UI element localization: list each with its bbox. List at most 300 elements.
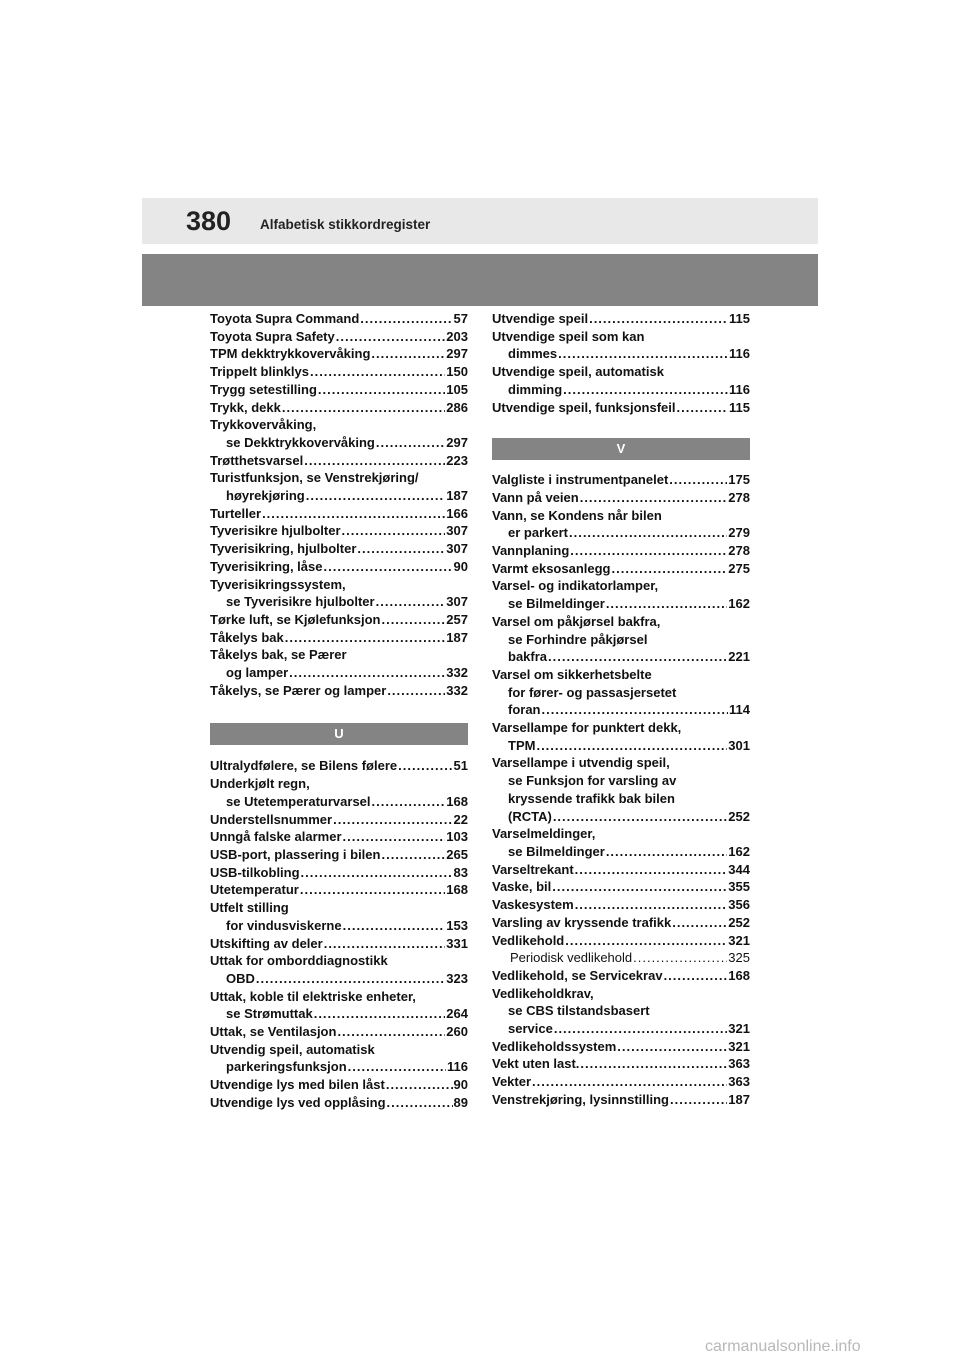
- index-entry-page: 90: [453, 1077, 468, 1093]
- index-entry-line: [210, 345, 468, 363]
- index-entry-line: [210, 664, 468, 682]
- index-entry-page: 257: [446, 611, 468, 627]
- index-entry-text: Utvendige lys med bilen låst: [210, 1077, 385, 1093]
- index-entry-text: Trykkovervåking,: [210, 417, 317, 433]
- index-entry-page: 168: [446, 882, 468, 898]
- index-entry-line: [492, 914, 750, 932]
- index-entry-line: [210, 452, 468, 470]
- index-entry-line: [210, 917, 468, 935]
- dot-leader: [575, 861, 728, 879]
- index-entry-page: 332: [446, 665, 468, 681]
- index-entry-page: 265: [446, 846, 468, 862]
- dot-leader: [617, 1038, 727, 1056]
- index-entry-page: 356: [728, 897, 750, 913]
- index-entry-text: er parkert: [508, 525, 568, 541]
- index-entry-text: Uttak for omborddiagnostikk: [210, 953, 388, 969]
- index-entry-line: [492, 701, 750, 719]
- index-entry-line: [492, 471, 750, 489]
- index-entry-text: Tåkelys, se Pærer og lamper: [210, 682, 387, 698]
- index-entry-text: (RCTA): [508, 808, 552, 824]
- index-entry: [210, 952, 468, 987]
- index-entry-page: 187: [446, 629, 468, 645]
- index-entry-text: Vannplaning: [492, 543, 570, 559]
- dot-leader: [386, 1076, 453, 1094]
- index-entry-text: Tåkelys bak: [210, 629, 284, 645]
- index-entry-text: service: [508, 1021, 553, 1037]
- index-entry-page: 252: [728, 914, 750, 930]
- dot-leader: [371, 345, 445, 363]
- dot-leader: [300, 881, 445, 899]
- dot-leader: [387, 682, 445, 700]
- index-entry-text: Ultralydfølere, se Bilens følere: [210, 758, 398, 774]
- index-entry: [210, 310, 468, 328]
- index-entry-line: [210, 1023, 468, 1041]
- dot-leader: [285, 629, 446, 647]
- dot-leader: [343, 828, 446, 846]
- dot-leader: [310, 363, 445, 381]
- index-entry: [210, 540, 468, 558]
- index-entry-text: Utvendige lys ved opplåsing: [210, 1094, 386, 1110]
- index-entry-text: høyrekjøring: [226, 488, 305, 504]
- index-entry-text: Trygg setestilling: [210, 381, 317, 397]
- index-entry-line: [492, 790, 750, 808]
- index-entry-line: [210, 487, 468, 505]
- index-entry-text: dimming: [508, 381, 563, 397]
- index-entry-text: Periodisk vedlikehold: [510, 950, 633, 966]
- index-entry-text: Toyota Supra Command: [210, 311, 360, 326]
- index-entry: [210, 828, 468, 846]
- index-entry-page: 307: [446, 541, 468, 557]
- index-entry-text: Trykk, dekk: [210, 399, 281, 415]
- dot-leader: [381, 611, 445, 629]
- index-entry-line: [492, 577, 750, 595]
- index-entry-page: 162: [728, 596, 750, 612]
- index-entry-line: [210, 811, 468, 829]
- index-entry-text: Toyota Supra Safety: [210, 328, 335, 344]
- index-entry-page: 187: [446, 488, 468, 504]
- index-entry-text: USB-tilkobling: [210, 864, 300, 880]
- index-entry-text: se Bilmeldinger: [508, 843, 605, 859]
- index-entry-page: 57: [453, 311, 468, 326]
- index-entry-line: [210, 1058, 468, 1076]
- index-entry-line: [210, 881, 468, 899]
- index-entry-line: [492, 1055, 750, 1073]
- index-entry-line: [492, 1091, 750, 1109]
- index-entry-page: 115: [729, 311, 750, 326]
- index-entry-line: [492, 310, 750, 328]
- index-entry-line: [210, 540, 468, 558]
- dot-leader: [563, 381, 728, 399]
- index-entry-page: 278: [728, 489, 750, 505]
- index-entry: [492, 932, 750, 950]
- dot-leader: [256, 970, 445, 988]
- dot-leader: [633, 949, 727, 967]
- dot-leader: [282, 399, 445, 417]
- index-entry: [210, 345, 468, 363]
- index-entry: [492, 489, 750, 507]
- index-entry-page: 363: [728, 1056, 750, 1072]
- index-entry: [210, 576, 468, 611]
- index-entry-text: Utvendige speil: [492, 311, 589, 326]
- index-entry-text: Varsellampe i utvendig speil,: [492, 755, 670, 771]
- index-entry-line: [492, 1073, 750, 1091]
- dot-leader: [343, 917, 446, 935]
- index-entry-line: [210, 558, 468, 576]
- index-entry: [492, 896, 750, 914]
- index-entry-text: Varsel om påkjørsel bakfra,: [492, 613, 661, 629]
- index-entry-line: [210, 952, 468, 970]
- index-entry-text: se Strømuttak: [226, 1006, 313, 1022]
- index-entry-text: Vedlikeholdssystem: [492, 1038, 617, 1054]
- dot-leader: [553, 808, 727, 826]
- index-entry-line: [492, 719, 750, 737]
- index-entry-page: 260: [446, 1024, 468, 1040]
- index-entry: [492, 613, 750, 666]
- index-entry-text: Tyverisikring, låse: [210, 558, 323, 574]
- index-entry: [492, 967, 750, 985]
- dot-leader: [672, 914, 727, 932]
- entry-group-after: [210, 757, 468, 1111]
- index-entry-text: Turistfunksjon, se Venstrekjøring/: [210, 470, 419, 486]
- index-entry-line: [210, 828, 468, 846]
- index-entry-line: [492, 932, 750, 950]
- index-entry-page: 344: [728, 861, 750, 877]
- index-entry-text: Uttak, se Ventilasjon: [210, 1024, 337, 1040]
- index-entry-line: [492, 666, 750, 684]
- index-entry: [492, 719, 750, 754]
- index-column-right: [492, 310, 750, 1109]
- dot-leader: [324, 935, 446, 953]
- index-entry: [492, 328, 750, 363]
- index-entry-text: Vekter: [492, 1074, 532, 1090]
- index-entry-line: [210, 434, 468, 452]
- dot-leader: [548, 648, 727, 666]
- index-entry-text: Varsling av kryssende trafikk: [492, 914, 672, 930]
- index-entry-line: [492, 861, 750, 879]
- index-entry-text: Tåkelys bak, se Pærer: [210, 647, 347, 663]
- dot-leader: [580, 489, 728, 507]
- dot-leader: [324, 558, 453, 576]
- index-entry-line: [492, 684, 750, 702]
- index-entry-line: [210, 646, 468, 664]
- dot-leader: [372, 793, 446, 811]
- index-entry-text: bakfra: [508, 649, 548, 665]
- index-entry-page: 264: [446, 1006, 468, 1022]
- dot-leader: [336, 328, 446, 346]
- index-entry-page: 275: [728, 560, 750, 576]
- index-entry: [492, 985, 750, 1038]
- index-entry-page: 323: [446, 970, 468, 986]
- index-entry-text: se Bilmeldinger: [508, 596, 605, 612]
- index-column-left: [210, 310, 468, 1112]
- index-entry-text: Valgliste i instrumentpanelet: [492, 472, 669, 488]
- index-entry: [492, 1055, 750, 1073]
- index-entry-text: Utvendig speil, automatisk: [210, 1041, 375, 1057]
- index-entry-page: 90: [453, 558, 468, 574]
- index-entry-line: [210, 469, 468, 487]
- index-entry-page: 321: [728, 1038, 750, 1054]
- index-entry-line: [210, 1041, 468, 1059]
- index-entry-line: [492, 737, 750, 755]
- dot-leader: [589, 310, 728, 328]
- index-entry-page: 307: [446, 523, 468, 539]
- index-entry-text: Varsellampe for punktert dekk,: [492, 720, 682, 736]
- index-entry-line: [492, 595, 750, 613]
- index-entry-line: [210, 899, 468, 917]
- index-entry-page: 116: [729, 381, 750, 397]
- index-entry: [210, 399, 468, 417]
- index-entry: [210, 1094, 468, 1112]
- entry-group-after: [492, 471, 750, 1108]
- index-entry-text: Varsel om sikkerhetsbelte: [492, 666, 652, 682]
- dot-leader: [676, 399, 728, 417]
- index-entry-page: 331: [446, 935, 468, 951]
- index-entry-text: for vindusviskerne: [226, 917, 342, 933]
- watermark: carmanualsonline.info: [705, 1338, 861, 1355]
- dot-leader: [314, 1005, 446, 1023]
- index-entry-line: [210, 328, 468, 346]
- index-entry-line: [492, 363, 750, 381]
- index-entry-page: 252: [728, 808, 750, 824]
- index-entry-line: [492, 754, 750, 772]
- dot-leader: [360, 310, 452, 328]
- index-entry-line: [210, 505, 468, 523]
- index-entry-page: 301: [728, 737, 750, 753]
- dot-leader: [612, 560, 728, 578]
- index-entry-line: [492, 808, 750, 826]
- index-entry-line: [492, 772, 750, 790]
- index-entry-text: Vekt uten last.: [492, 1056, 580, 1072]
- index-entry-page: 321: [728, 1021, 750, 1037]
- index-entry-text: Understellsnummer: [210, 811, 333, 827]
- dot-leader: [606, 843, 727, 861]
- index-entry-line: [492, 949, 750, 967]
- index-entry: [492, 542, 750, 560]
- index-entry: [492, 399, 750, 417]
- index-entry-page: 116: [729, 346, 750, 362]
- index-entry-text: Unngå falske alarmer: [210, 829, 342, 845]
- index-entry: [210, 846, 468, 864]
- index-entry-page: 103: [446, 829, 468, 845]
- dot-leader: [304, 452, 445, 470]
- dot-leader: [376, 593, 446, 611]
- index-entry: [492, 577, 750, 612]
- index-entry-page: 223: [446, 452, 468, 468]
- index-entry: [210, 1076, 468, 1094]
- index-entry-line: [210, 757, 468, 775]
- index-entry-page: 332: [446, 682, 468, 698]
- index-entry-line: [210, 522, 468, 540]
- dot-leader: [580, 1055, 727, 1073]
- index-entry-text: Turteller: [210, 505, 262, 521]
- dot-leader: [376, 434, 445, 452]
- dot-leader: [558, 345, 728, 363]
- index-entry-page: 168: [446, 793, 468, 809]
- index-entry-page: 105: [446, 381, 468, 397]
- index-entry-page: 363: [728, 1074, 750, 1090]
- index-entry-line: [492, 542, 750, 560]
- index-entry-text: se Tyverisikre hjulbolter: [226, 594, 375, 610]
- index-entry-text: Underkjølt regn,: [210, 776, 310, 792]
- index-entry: [210, 505, 468, 523]
- index-entry: [492, 878, 750, 896]
- dot-leader: [536, 737, 727, 755]
- index-entry: [492, 1091, 750, 1109]
- index-entry-line: [210, 611, 468, 629]
- index-entry-page: 203: [446, 328, 468, 344]
- index-entry: [210, 522, 468, 540]
- index-entry-line: [210, 864, 468, 882]
- index-entry-line: [210, 775, 468, 793]
- index-entry-text: Uttak, koble til elektriske enheter,: [210, 988, 416, 1004]
- index-entry-text: se CBS tilstandsbasert: [508, 1003, 650, 1019]
- index-entry-page: 221: [728, 649, 750, 665]
- index-entry-page: 115: [729, 399, 750, 415]
- index-entry-line: [492, 1002, 750, 1020]
- index-entry-line: [492, 507, 750, 525]
- index-entry-page: 297: [446, 346, 468, 362]
- index-entry: [210, 1023, 468, 1041]
- index-entry-text: USB-port, plassering i bilen: [210, 846, 381, 862]
- index-entry: [210, 469, 468, 504]
- index-entry: [492, 310, 750, 328]
- index-entry: [210, 775, 468, 810]
- index-entry-page: 307: [446, 594, 468, 610]
- index-entry-page: 175: [728, 472, 750, 488]
- index-entry-line: [492, 524, 750, 542]
- dot-leader: [289, 664, 445, 682]
- index-entry: [210, 988, 468, 1023]
- section-head-v: V: [492, 438, 750, 460]
- index-entry: [210, 682, 468, 700]
- index-entry-text: Varselmeldinger,: [492, 826, 596, 842]
- index-entry-line: [210, 935, 468, 953]
- index-entry: [492, 825, 750, 860]
- index-entry-page: 83: [453, 864, 468, 880]
- index-entry-page: 166: [446, 505, 468, 521]
- dot-leader: [318, 381, 445, 399]
- section-title: Alfabetisk stikkordregister: [260, 217, 431, 232]
- index-entry-page: 297: [446, 434, 468, 450]
- index-entry-text: Vedlikehold, se Servicekrav: [492, 967, 663, 983]
- index-entry-page: 355: [728, 879, 750, 895]
- index-entry-page: 168: [728, 967, 750, 983]
- index-entry-text: OBD: [226, 970, 255, 986]
- index-entry: [210, 381, 468, 399]
- index-entry-page: 278: [728, 543, 750, 559]
- dot-leader: [542, 701, 729, 719]
- index-entry-line: [492, 631, 750, 649]
- entry-group-before: [492, 310, 750, 416]
- index-entry-page: 114: [729, 702, 750, 718]
- index-entry-line: [210, 363, 468, 381]
- dot-leader: [262, 505, 445, 523]
- index-entry-text: parkeringsfunksjon: [226, 1059, 347, 1075]
- index-entry: [210, 629, 468, 647]
- index-entry: [492, 914, 750, 932]
- index-entry: [210, 881, 468, 899]
- index-entry-page: 321: [728, 932, 750, 948]
- index-entry-line: [210, 970, 468, 988]
- entry-group-before: [210, 310, 468, 699]
- index-entry-line: [210, 399, 468, 417]
- index-entry-line: [492, 1038, 750, 1056]
- index-entry-line: [492, 345, 750, 363]
- index-entry-text: Varsel- og indikatorlamper,: [492, 578, 659, 594]
- index-entry-text: Vann, se Kondens når bilen: [492, 507, 662, 523]
- index-entry-line: [492, 399, 750, 417]
- index-entry-text: se Funksjon for varsling av: [508, 773, 677, 789]
- index-entry-line: [210, 1094, 468, 1112]
- index-entry-line: [210, 988, 468, 1006]
- index-entry-text: dimmes: [508, 346, 558, 362]
- index-entry: [492, 507, 750, 542]
- index-entry: [492, 363, 750, 398]
- index-entry-text: Utvendige speil, automatisk: [492, 364, 664, 380]
- index-entry-text: se Dekktrykkovervåking: [226, 434, 375, 450]
- index-entry: [210, 935, 468, 953]
- index-entry: [492, 1073, 750, 1091]
- index-entry: [210, 363, 468, 381]
- index-entry-line: [492, 825, 750, 843]
- dot-leader: [532, 1073, 727, 1091]
- index-entry-line: [492, 1020, 750, 1038]
- index-entry-page: 150: [446, 364, 468, 380]
- index-entry-line: [210, 310, 468, 328]
- index-entry: [210, 811, 468, 829]
- index-entry-text: Tyverisikringssystem,: [210, 576, 346, 592]
- index-entry: [492, 861, 750, 879]
- index-entry-text: Tørke luft, se Kjølefunksjon: [210, 611, 381, 627]
- dot-leader: [664, 967, 728, 985]
- dot-leader: [570, 542, 727, 560]
- index-entry-page: 51: [453, 758, 468, 774]
- section-head-u: U: [210, 723, 468, 745]
- index-entry: [210, 646, 468, 681]
- dot-leader: [606, 595, 727, 613]
- index-entry-page: 153: [446, 917, 468, 933]
- dot-leader: [575, 896, 728, 914]
- index-entry-page: 116: [447, 1059, 468, 1075]
- dot-leader: [357, 540, 445, 558]
- index-entry-page: 89: [453, 1094, 468, 1110]
- dot-leader: [301, 864, 453, 882]
- index-entry-line: [492, 648, 750, 666]
- index-entry-text: se Forhindre påkjørsel: [508, 631, 648, 647]
- index-entry-text: for fører- og passasjersetet: [508, 684, 677, 700]
- dot-leader: [381, 846, 445, 864]
- index-entry: [210, 611, 468, 629]
- dot-leader: [398, 757, 452, 775]
- index-entry-text: Vaskesystem: [492, 897, 574, 913]
- dot-leader: [348, 1058, 446, 1076]
- index-entry-page: 162: [728, 843, 750, 859]
- index-entry-text: kryssende trafikk bak bilen: [508, 790, 675, 806]
- index-entry: [492, 1038, 750, 1056]
- dot-leader: [342, 522, 446, 540]
- index-entry-line: [210, 381, 468, 399]
- dot-leader: [569, 524, 727, 542]
- header-band: [142, 254, 818, 306]
- index-entry-line: [492, 967, 750, 985]
- index-entry: [492, 949, 750, 967]
- index-entry-text: Utvendige speil, funksjonsfeil: [492, 399, 676, 415]
- index-entry-text: Utetemperatur: [210, 882, 299, 898]
- index-entry: [210, 1041, 468, 1076]
- index-entry-line: [210, 682, 468, 700]
- index-entry: [210, 452, 468, 470]
- index-entry-text: Utfelt stilling: [210, 900, 289, 916]
